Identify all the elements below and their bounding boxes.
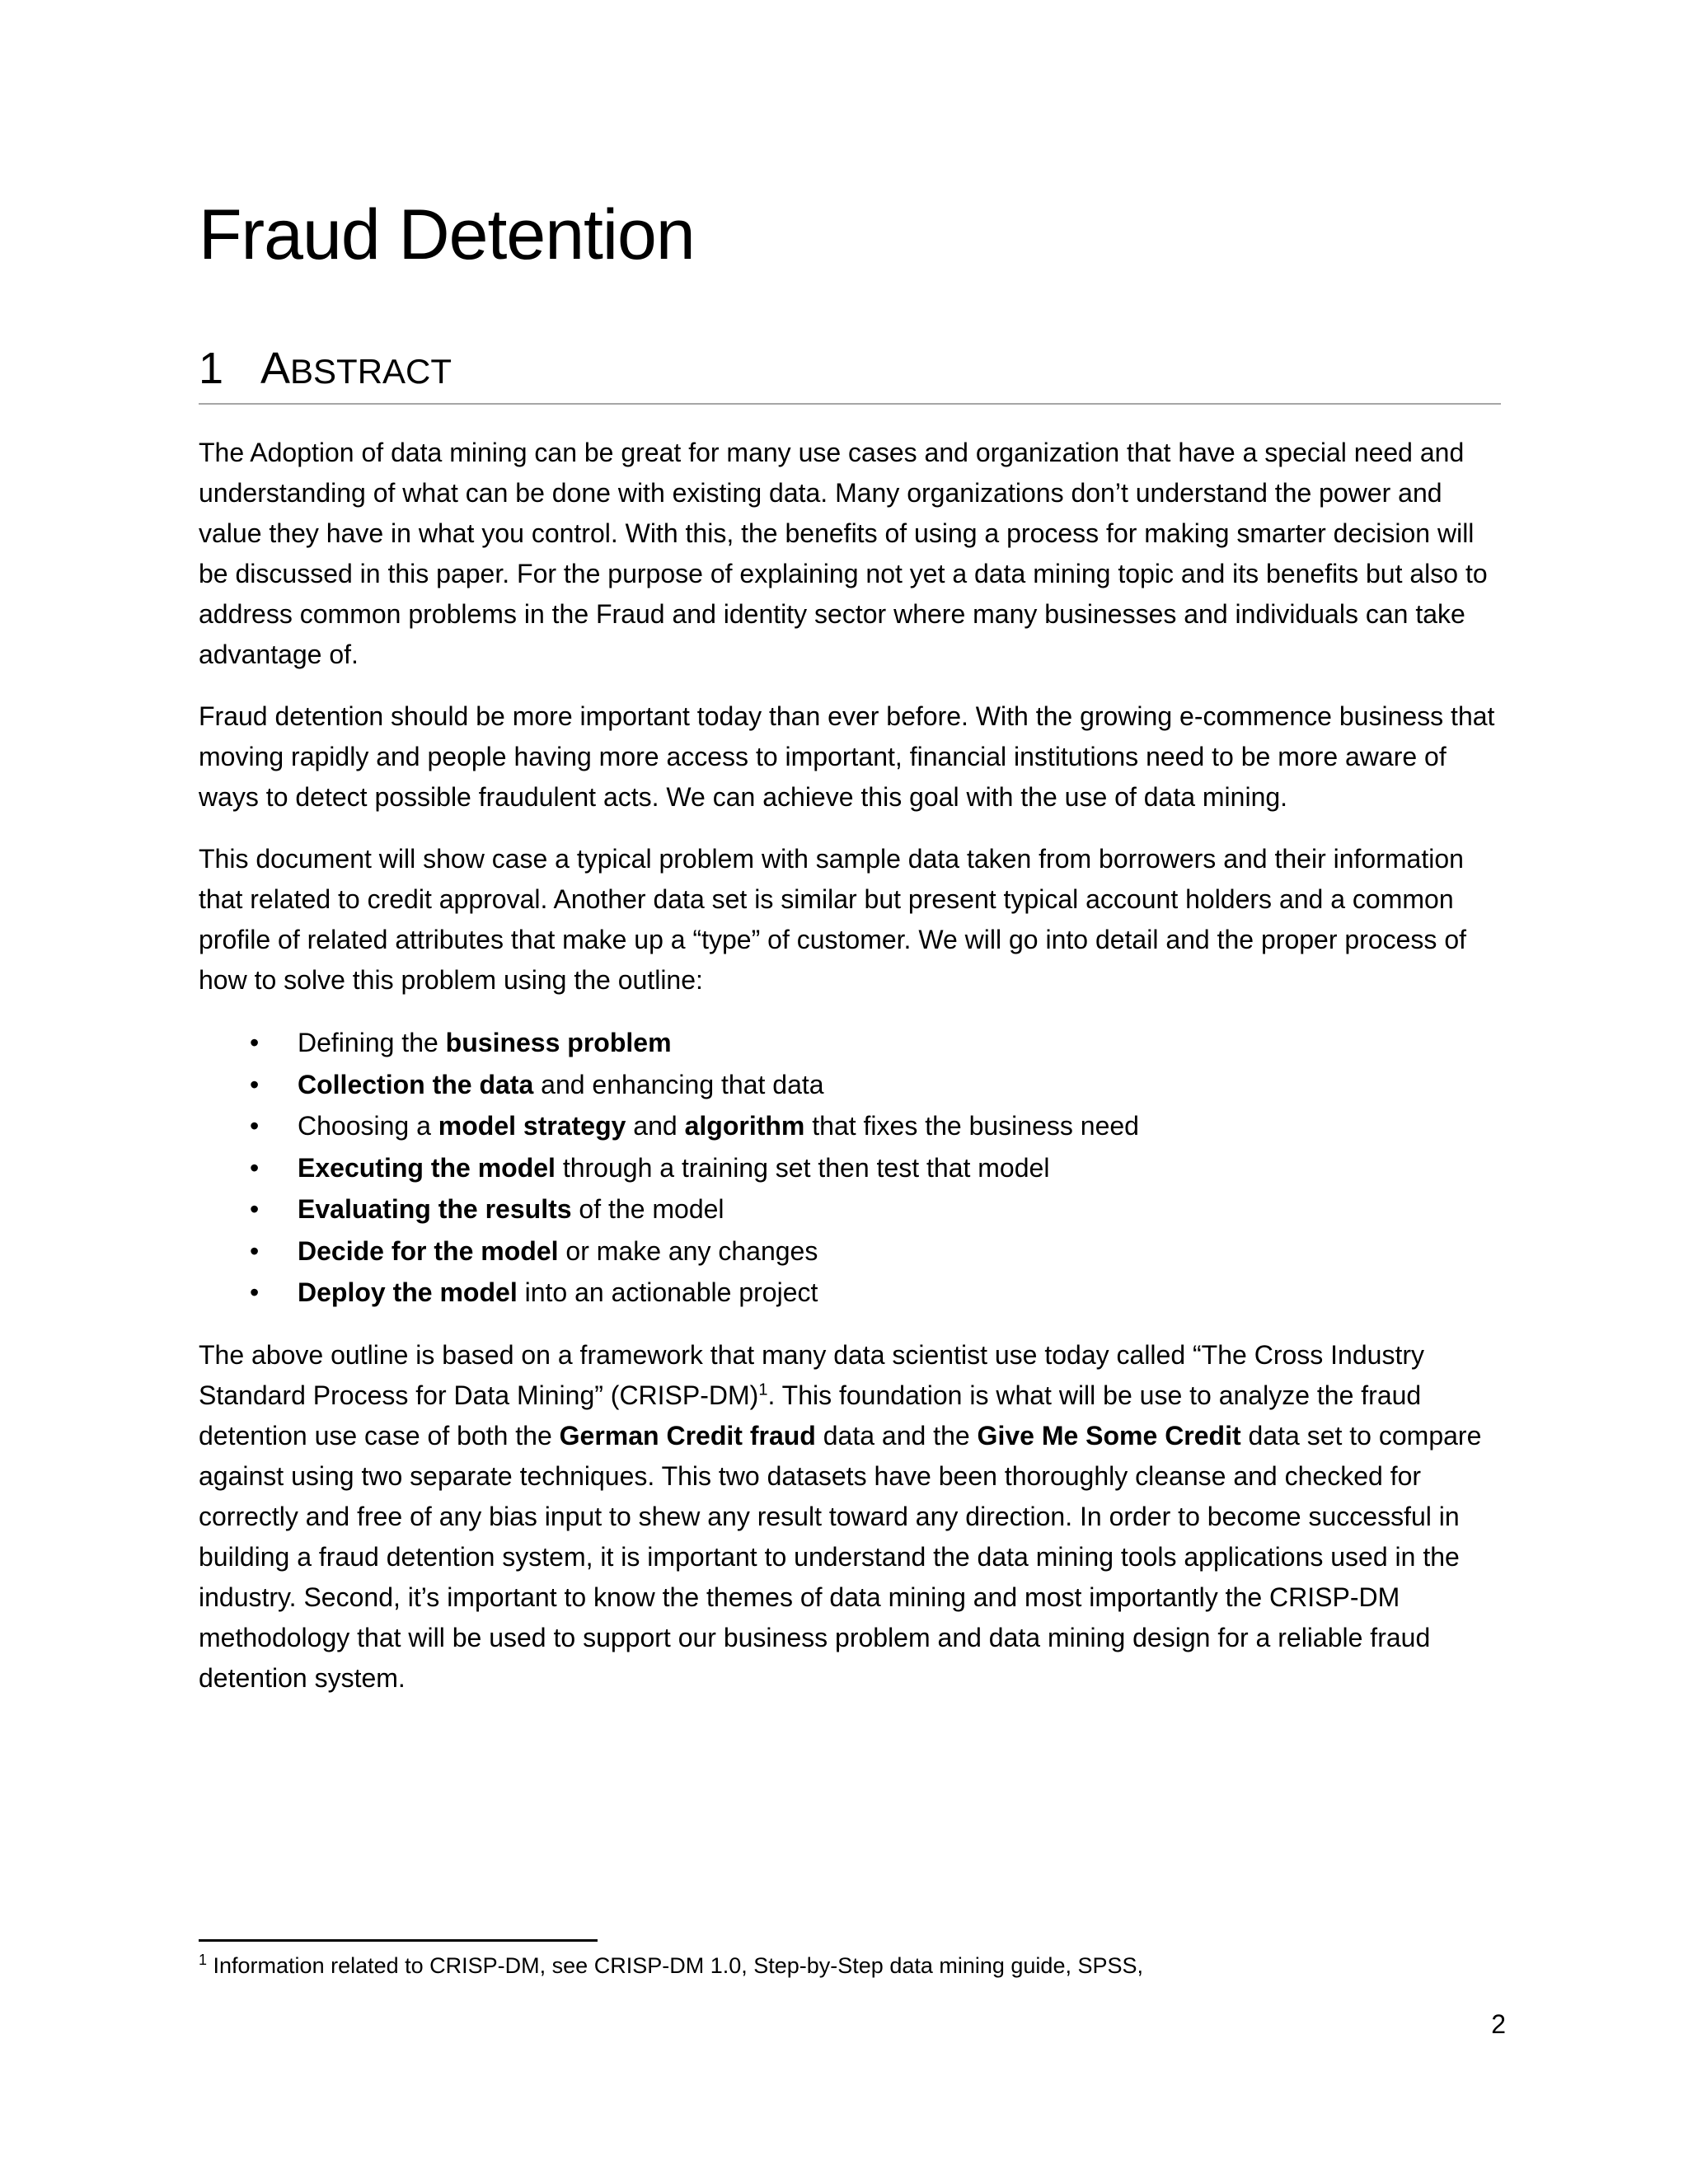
bullet-icon: • (250, 1194, 260, 1224)
list-item: • Evaluating the results of the model (199, 1188, 1501, 1230)
paragraph-3: This document will show case a typical problem with sample data taken from borrowers and their information that related to credit approval. Another data set is similar but present typical account holders and a common profile of related attributes that make up a “type” of customer. We will go into detail and the proper process of how to solve this problem using the outline: (199, 844, 1466, 995)
list-item: • Executing the model through a training set then test that model (199, 1147, 1501, 1189)
bullet-icon: • (250, 1028, 260, 1057)
section-title-initial: A (260, 344, 291, 393)
document-title: Fraud Detention (199, 195, 695, 274)
list-item: • Collection the data and enhancing that data (199, 1064, 1501, 1106)
bullet-icon: • (250, 1069, 260, 1099)
section-heading (199, 344, 1501, 405)
footnote-text: Information related to CRISP-DM, see CRISP-DM 1.0, Step-by-Step data mining guide, SPSS, (207, 1953, 1144, 1978)
list-item: • Defining the business problem (199, 1022, 1501, 1064)
abstract-body (199, 433, 1501, 1720)
outline-list (199, 1022, 1501, 1314)
footnote-reference[interactable]: 1 (758, 1380, 768, 1399)
section-title-rest: BSTRACT (290, 352, 452, 391)
paragraph-2: Fraud detention should be more important today than ever before. With the growing e-commence business that moving rapidly and people having more access to important, financial institutions need to be more aware of ways to detect possible fraudulent acts. We can achieve this goal with the use of data mining. (199, 701, 1495, 812)
bullet-icon: • (250, 1152, 260, 1183)
bullet-icon: • (250, 1111, 260, 1141)
footnote-marker: 1 (199, 1952, 208, 1968)
bullet-icon: • (250, 1277, 260, 1307)
bullet-icon: • (250, 1235, 260, 1266)
list-item: • Choosing a model strategy and algorithm that fixes the business need (199, 1105, 1501, 1147)
page-number: 2 (1491, 2009, 1506, 2039)
footnote-divider (199, 1939, 598, 1942)
paragraph-closing: The above outline is based on a framework that many data scientist use today called “The Cross Industry Standard Process for Data Mining” (CRISP-DM)$^1$. This foundation is what will be use to analyze the fraud detention use case of both the German Credit fraud data and the Give Me Some Credit data set to compare against using two separate techniques. This two datasets have been thoroughly cleanse and checked for correctly and free of any bias input to shew any result toward any direction. In order to become successful in building a fraud detention system, it is important to understand the data mining tools applications used in the industry. Second, it’s important to know the themes of data mining and most importantly the CRISP-DM methodology that will be used to support our business problem and data mining design for a reliable fraud detention system. (199, 1339, 1482, 1693)
list-item: • Decide for the model or make any changes (199, 1230, 1501, 1272)
list-item: • Deploy the model into an actionable project (199, 1272, 1501, 1314)
paragraph-1: The Adoption of data mining can be great for many use cases and organization that have a special need and understanding of what can be done with existing data. Many organizations don’t understand the power and value they have in what you control. With this, the benefits of using a process for making smarter decision will be discussed in this paper. For the purpose of explaining not yet a data mining topic and its benefits but also to address common problems in the Fraud and identity sector where many businesses and individuals can take advantage of. (199, 438, 1488, 669)
footnote (199, 1949, 1143, 1982)
section-number: 1 (199, 344, 224, 393)
